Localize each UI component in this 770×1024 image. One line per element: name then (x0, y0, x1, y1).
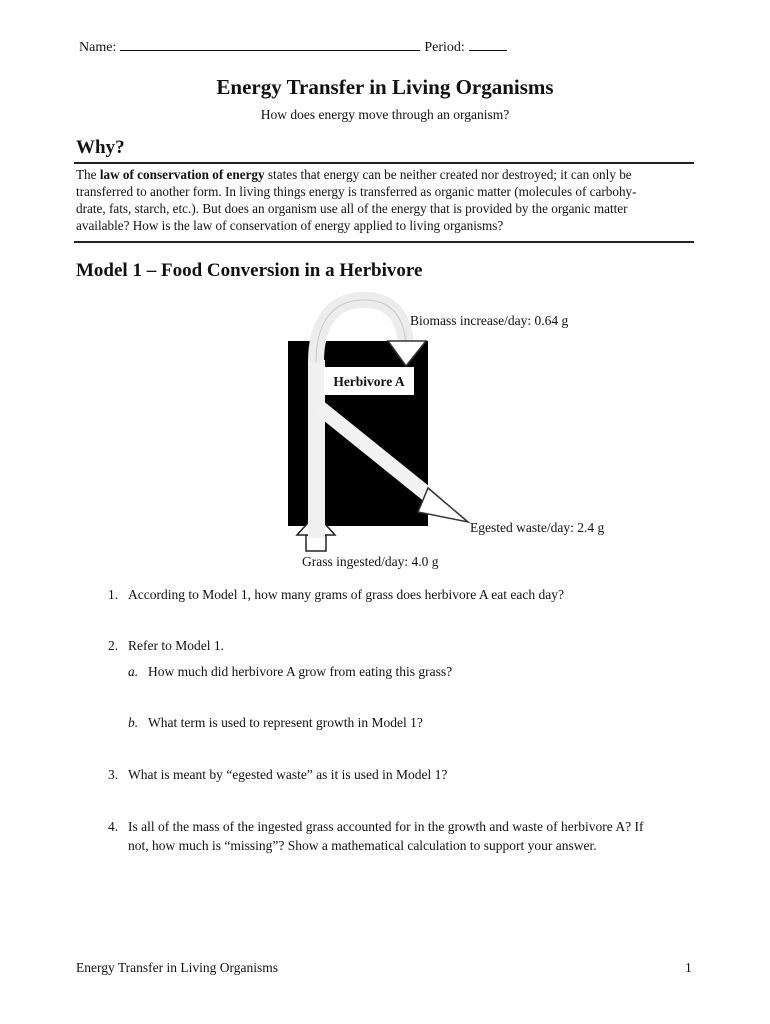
sub-question-letter: b. (128, 715, 139, 730)
question-text: What is meant by “egested waste” as it is used in Model 1? (128, 767, 448, 782)
why-line-3: drate, fats, starch, etc.). But does an organism use all of the energy that is provided by the organic matter (76, 201, 628, 216)
why-line-2: transferred to another form. In living things energy is transferred as organic matter (molecules of carbohy- (76, 184, 637, 199)
question-number: 1. (108, 587, 119, 602)
herbivore-label: Herbivore A (333, 374, 405, 389)
question-text: According to Model 1, how many grams of grass does herbivore A eat each day? (128, 587, 565, 602)
sub-question-text: How much did herbivore A grow from eating this grass? (148, 664, 453, 679)
intake-path (308, 360, 325, 538)
grass-label: Grass ingested/day: 4.0 g (302, 554, 439, 569)
footer-title: Energy Transfer in Living Organisms (76, 960, 278, 975)
sub-question-letter: a. (128, 664, 139, 679)
model-heading: Model 1 – Food Conversion in a Herbivore (76, 260, 423, 281)
why-line-1: The law of conservation of energy states that energy can be neither created nor destroyed; it can only be (76, 167, 632, 182)
why-heading: Why? (76, 137, 125, 158)
why-line-4: available? How is the law of conservation of energy applied to living organisms? (76, 218, 504, 233)
question-number: 2. (108, 638, 119, 653)
page-subtitle: How does energy move through an organism? (260, 107, 510, 122)
question-text: Is all of the mass of the ingested grass accounted for in the growth and waste of herbivore A? If (128, 819, 644, 834)
page-title: Energy Transfer in Living Organisms (216, 75, 554, 99)
biomass-label: Biomass increase/day: 0.64 g (410, 313, 569, 328)
name-label: Name: (79, 40, 117, 55)
question-number: 4. (108, 819, 119, 834)
egested-label: Egested waste/day: 2.4 g (470, 520, 605, 535)
question-text-continued: not, how much is “missing”? Show a mathematical calculation to support your answer. (128, 838, 597, 853)
question-number: 3. (108, 767, 119, 782)
page-number: 1 (685, 960, 692, 975)
sub-question-text: What term is used to represent growth in Model 1? (148, 715, 423, 730)
question-text: Refer to Model 1. (128, 638, 224, 653)
law-term: law of conservation of energy (99, 167, 265, 182)
period-label: Period: (424, 40, 465, 55)
